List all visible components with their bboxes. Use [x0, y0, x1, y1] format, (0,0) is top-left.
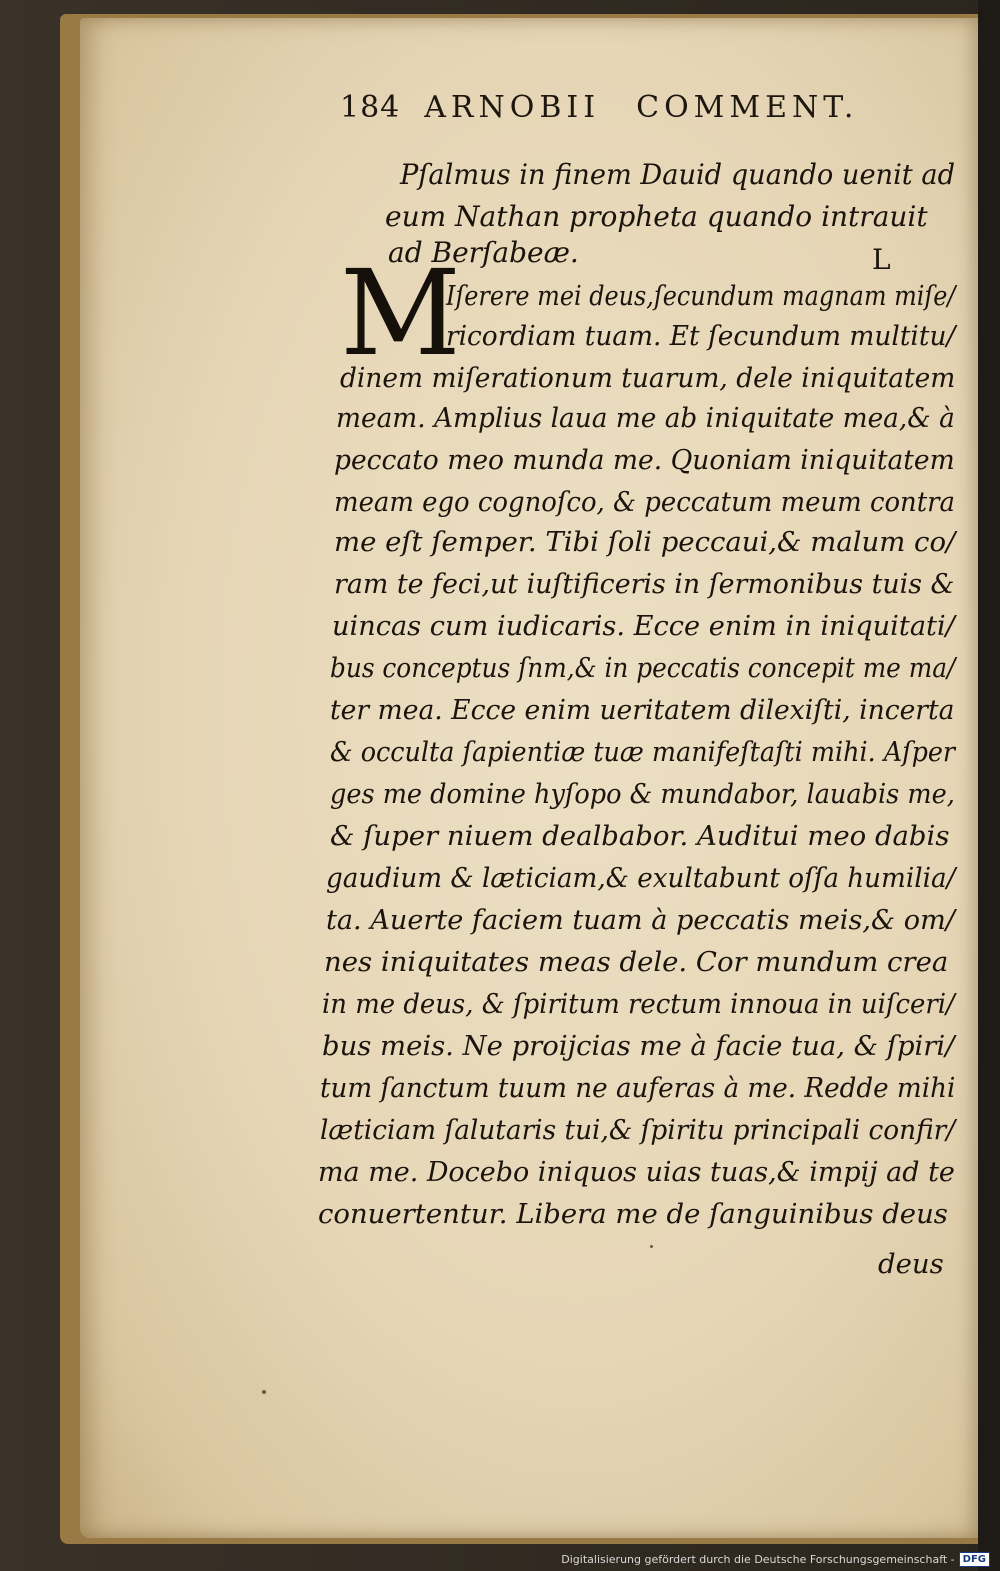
dfg-logo-icon: DFG	[959, 1552, 990, 1567]
running-head-title: COMMENT.	[636, 90, 859, 125]
body-line: tum ſanctum tuum ne auferas à me. Redde mihi	[320, 1072, 956, 1104]
body-line: ricordiam tuam. Et ſecundum multitu/	[446, 320, 956, 352]
body-line: peccato meo munda me. Quoniam iniquitatem	[334, 444, 955, 476]
body-line: bus meis. Ne proijcias me à facie tua, & ſpiri/	[322, 1030, 955, 1062]
body-line: bus conceptus ſnm,& in peccatis concepit me ma/	[330, 652, 956, 684]
body-line: & occulta ſapientiæ tuæ manifeſtaſti mihi. Aſper	[330, 736, 956, 768]
body-line: ram te feci,ut iuſtificeris in ſermonibus tuis &	[334, 568, 955, 600]
body-line: conuertentur. Libera me de ſanguinibus deus	[318, 1198, 948, 1230]
psalm-title-line: ad Berſabeæ.	[388, 236, 579, 269]
running-header	[340, 90, 858, 125]
catchword: deus	[878, 1248, 944, 1280]
body-line: me eſt ſemper. Tibi ſoli peccaui,& malum co/	[334, 526, 956, 558]
body-line: ges me domine hyſopo & mundabor, lauabis me,	[330, 778, 955, 810]
body-line: Iſerere mei deus,ſecundum magnam miſe/	[446, 280, 956, 312]
body-line: dinem miſerationum tuarum, dele iniquitatem	[340, 362, 956, 394]
body-line: læticiam ſalutaris tui,& ſpiritu principali confir/	[320, 1114, 956, 1146]
running-head-author: ARNOBII	[424, 90, 601, 125]
body-line: & ſuper niuem dealbabor. Auditui meo dabis	[330, 820, 950, 852]
body-line: uincas cum iudicaris. Ecce enim in iniquitati/	[332, 610, 955, 642]
body-line: ta. Auerte faciem tuam à peccatis meis,& om/	[326, 904, 955, 936]
psalm-title-line: eum Nathan propheta quando intrauit	[385, 200, 928, 233]
paper-speck	[262, 1390, 266, 1394]
body-line: nes iniquitates meas dele. Cor mundum crea	[324, 946, 949, 978]
body-line: gaudium & læticiam,& exultabunt oſſa humilia/	[326, 862, 956, 894]
body-line: ma me. Docebo iniquos uias tuas,& impij ad te	[318, 1156, 955, 1188]
body-line: meam. Amplius laua me ab iniquitate mea,& à	[336, 402, 955, 434]
body-line: meam ego cognoſco, & peccatum meum contra	[334, 486, 955, 518]
body-line: ter mea. Ecce enim ueritatem dilexiſti, incerta	[330, 694, 955, 726]
digitization-credit	[561, 1552, 990, 1567]
body-line: in me deus, & ſpiritum rectum innoua in uiſceri/	[322, 988, 955, 1020]
marginal-letter: L	[872, 243, 891, 276]
scan-border-strip	[978, 0, 1000, 1571]
paper-speck	[650, 1245, 653, 1248]
psalm-title-line: Pſalmus in finem Dauid quando uenit ad	[400, 158, 956, 191]
drop-cap: M	[340, 244, 461, 382]
footer-text: Digitalisierung gefördert durch die Deutsche Forschungsgemeinschaft -	[561, 1553, 955, 1566]
page-number: 184	[340, 90, 401, 125]
